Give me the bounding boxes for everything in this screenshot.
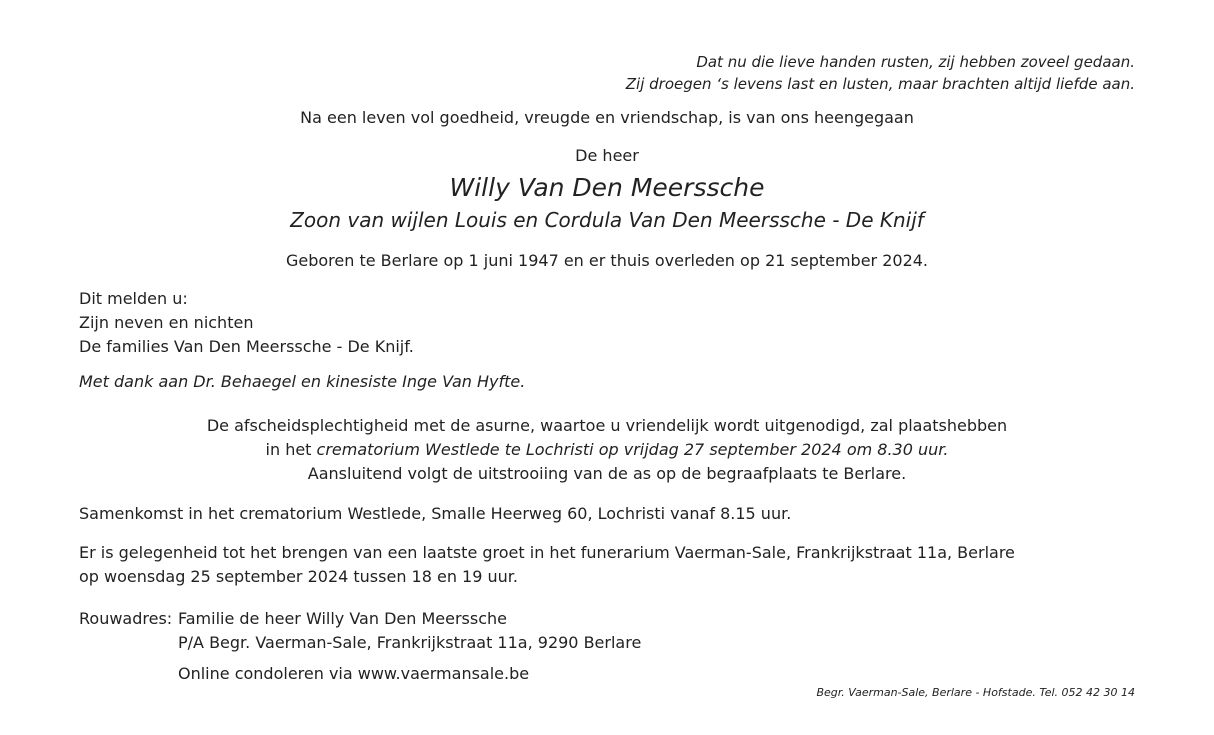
ceremony-line-2-prefix: in het [265,440,317,459]
visitation [79,541,1015,589]
deceased-name: Willy Van Den Meerssche [449,173,765,202]
birth-death-line: Geboren te Berlare op 1 juni 1947 en er thuis overleden op 21 september 2024. [285,251,929,270]
poem [626,51,1135,95]
poem-line-1: Dat nu die lieve handen rusten, zij hebben zoveel gedaan. [696,53,1135,71]
announcers-line-2: De families Van Den Meerssche - De Knijf. [79,337,414,356]
address-line-2: P/A Begr. Vaerman-Sale, Frankrijkstraat 11a, 9290 Berlare [178,633,642,652]
funeral-home-footer: Begr. Vaerman-Sale, Berlare - Hofstade. Tel. 052 42 30 14 [816,686,1135,699]
ceremony-line-3: Aansluitend volgt de uitstrooiing van de as op de begraafplaats te Berlare. [307,464,907,483]
address-block [79,607,641,655]
ceremony-line-1: De afscheidsplechtigheid met de asurne, waartoe u vriendelijk wordt uitgenodigd, zal plaatshebben [206,416,1008,435]
parents-line: Zoon van wijlen Louis en Cordula Van Den Meerssche - De Knijf [290,208,924,232]
ceremony-line-2 [0,438,1214,462]
announcers-heading: Dit melden u: [79,289,188,308]
visitation-line-1: Er is gelegenheid tot het brengen van een laatste groet in het funerarium Vaerman-Sale, Frankrijkstraat 11a, Berlare [79,543,1015,562]
announcers [79,287,414,359]
address-label: Rouwadres: [79,609,173,628]
thanks-line: Met dank aan Dr. Behaegel en kinesiste Inge Van Hyfte. [79,372,526,391]
gathering-line: Samenkomst in het crematorium Westlede, Smalle Heerweg 60, Lochristi vanaf 8.15 uur. [79,504,792,523]
poem-line-2: Zij droegen ‘s levens last en lusten, maar brachten altijd liefde aan. [625,75,1135,93]
ceremony [0,414,1214,486]
online-condolences[interactable]: Online condoleren via www.vaermansale.be [178,664,530,683]
visitation-line-2: op woensdag 25 september 2024 tussen 18 en 19 uur. [79,567,518,586]
honorific: De heer [575,146,639,165]
announcers-line-1: Zijn neven en nichten [79,313,254,332]
address-row-2 [79,631,641,655]
ceremony-location: crematorium Westlede te Lochristi op vrijdag 27 september 2024 om 8.30 uur. [316,440,949,459]
intro-text: Na een leven vol goedheid, vreugde en vriendschap, is van ons heengegaan [300,108,914,127]
address-line-1: Familie de heer Willy Van Den Meerssche [178,609,507,628]
address-row-1 [79,607,641,631]
